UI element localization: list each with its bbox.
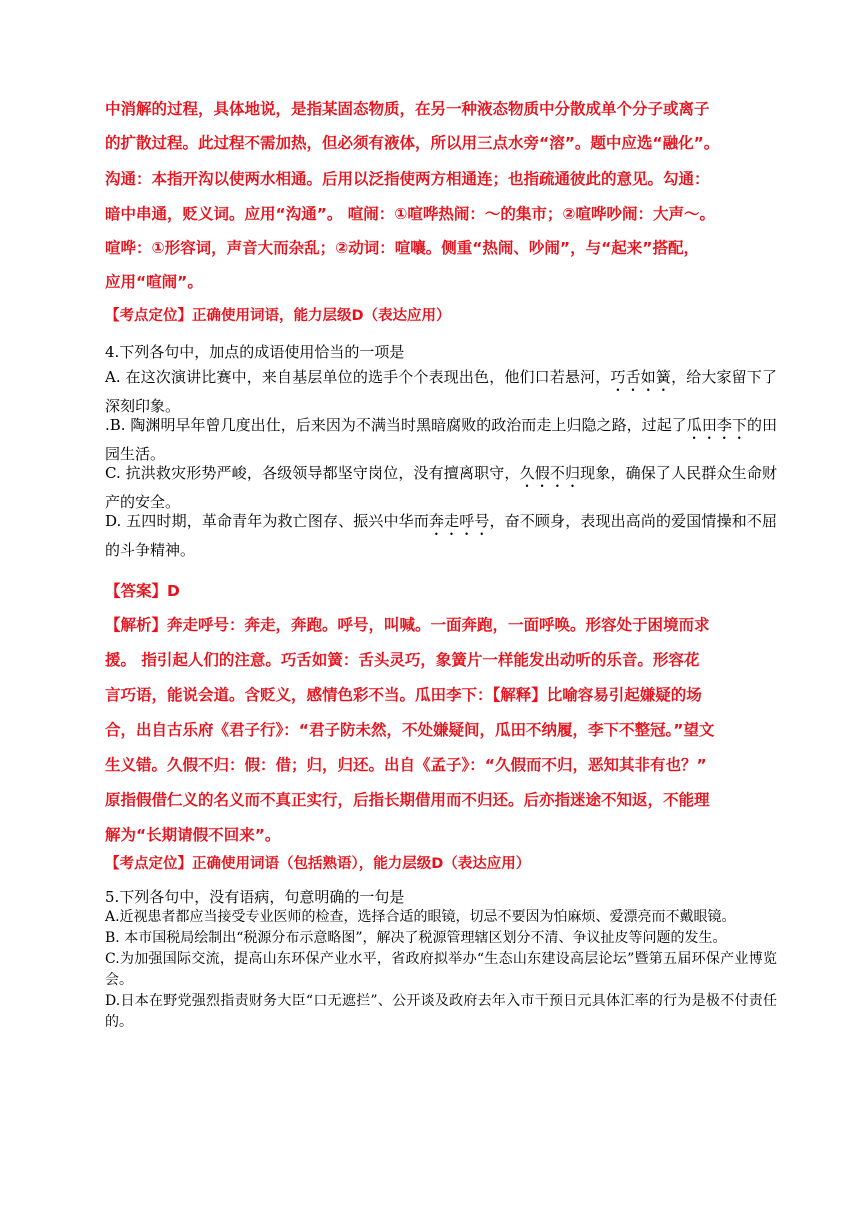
q5-option-d: D.日本在野党强烈指责财务大臣“口无遮拦”、公开谈及政府去年入市干预日元具体汇率的行为是极不付责任的。	[105, 993, 777, 1030]
q4-analysis-line: 【解析】奔走呼号：奔走，奔跑。呼号，叫喊。一面奔跑，一面呼唤。形容处于困境而求	[105, 616, 710, 634]
q4-option-c	[105, 462, 777, 511]
q4-analysis-line: 援。 指引起人们的注意。巧舌如簧：舌头灵巧，象簧片一样能发出动听的乐音。形容花	[105, 651, 700, 669]
q3-analysis	[105, 97, 725, 297]
q4-analysis-line: 言巧语，能说会道。含贬义，感情色彩不当。瓜田李下：【解释】比喻容易引起嫌疑的场	[105, 686, 702, 704]
q4-analysis-line: 解为“长期请假不回来”。	[105, 826, 281, 844]
option-text: C. 抗洪救灾形势严峻，各级领导都坚守岗位，没有擅离职守，	[105, 464, 520, 482]
option-text: .B. 陶渊明早年曾几度出仕，后来因为不满当时黑暗腐败的政治而走上归隐之路，过起了	[105, 416, 687, 434]
q4-point: 【考点定位】正确使用词语（包括熟语），能力层级D（表达应用）	[105, 856, 531, 872]
q5-option-b: B. 本市国税局绘制出“税源分布示意略图”，解决了税源管理辖区划分不清、争议扯皮等问题的发生。	[105, 930, 727, 946]
q4-option-a	[105, 366, 777, 415]
q3-analysis-line: 中消解的过程，具体地说，是指某固态物质，在另一种液态物质中分散成单个分子或离子	[105, 100, 710, 118]
q4-analysis-line: 合，出自古乐府《君子行》：“君子防未然，不处嫌疑间，瓜田不纳履，李下不整冠。”望文	[105, 721, 715, 739]
option-text: D. 五四时期，革命青年为救亡图存、振兴中华而	[105, 512, 429, 530]
q3-analysis-line: 的扩散过程。此过程不需加热，但必须有液体，所以用三点水旁“溶”。题中应选“融化”。	[105, 134, 720, 152]
option-text: A. 在这次演讲比赛中，来自基层单位的选手个个表现出色，他们口若悬河，	[105, 368, 611, 386]
q5-options	[105, 907, 777, 1033]
q4-title: 4.下列各句中，加点的成语使用恰当的一项是	[105, 343, 405, 361]
q4-answer: 【答案】D	[105, 582, 180, 600]
q4-analysis-line: 生义错。久假不归：假：借；归，归还。出自《孟子》：“久假而不归，恶知其非有也？”	[105, 756, 707, 774]
option-text: 现象，确保了人民群众生命财产的安全。	[105, 464, 777, 511]
q4-option-b	[105, 414, 777, 463]
q3-analysis-line: 喧哗：①形容词，声音大而杂乱；②动词：喧嚷。侧重“热闹、吵闹”，与“起来”搭配，	[105, 239, 699, 257]
dotted-idiom: 久假不归	[519, 464, 581, 482]
q4-analysis	[105, 613, 725, 843]
option-text: ，奋不顾身，表现出高尚的爱国情操和不屈的斗争精神。	[105, 512, 777, 559]
q3-analysis-line: 暗中串通，贬义词。应用“沟通”。 喧闹：①喧哗热闹：～的集市；②喧哗吵闹：大声～。	[105, 205, 716, 223]
q3-point: 【考点定位】正确使用词语，能力层级D（表达应用）	[105, 308, 451, 324]
q3-analysis-line: 沟通：本指开沟以使两水相通。后用以泛指使两方相通连；也指疏通彼此的意见。勾通：	[105, 170, 710, 188]
q4-analysis-line: 原指假借仁义的名义而不真正实行，后指长期借用而不归还。后亦指迷途不知返，不能理	[105, 791, 710, 809]
dotted-idiom: 瓜田李下	[686, 416, 747, 434]
q5-title: 5.下列各句中，没有语病，句意明确的一句是	[105, 888, 405, 906]
option-text: 的田园生活。	[105, 416, 777, 463]
dotted-idiom: 巧舌如簧	[610, 368, 672, 386]
q5-option-a: A.近视患者都应当接受专业医师的检查，选择合适的眼镜，切忌不要因为怕麻烦、爱漂亮而不戴眼镜。	[105, 909, 736, 925]
q3-analysis-line: 应用“喧闹”。	[105, 273, 203, 291]
q5-option-c: C.为加强国际交流，提高山东环保产业水平，省政府拟举办“生态山东建设高层论坛”暨第五届环保产业博览会。	[105, 951, 777, 988]
q4-options	[105, 366, 777, 559]
dotted-idiom: 奔走呼号	[428, 512, 490, 530]
q4-option-d	[105, 510, 777, 559]
option-text: ，给大家留下了深刻印象。	[105, 368, 777, 415]
